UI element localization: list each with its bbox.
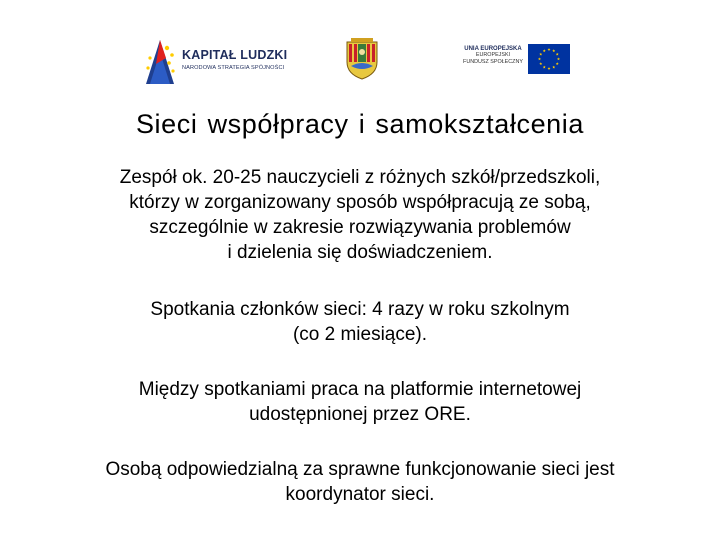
eu-line-3: FUNDUSZ SPOŁECZNY: [463, 59, 523, 65]
logo-bar: [0, 0, 720, 100]
paragraph-line: (co 2 miesiące).: [292, 324, 428, 345]
kapital-ludzki-emblem: [142, 38, 178, 84]
paragraph-group-members: [40, 165, 680, 265]
paragraph-line: i dzielenia się doświadczeniem.: [227, 242, 493, 263]
kapital-ludzki-logo: [142, 38, 292, 84]
paragraph-line: koordynator sieci.: [285, 484, 435, 505]
eu-logo: [462, 44, 572, 76]
paragraph-coordinator: [40, 457, 680, 507]
paragraph-meetings: [40, 297, 680, 347]
paragraph-line: szczególnie w zakresie rozwiązywania problemów: [149, 217, 571, 238]
paragraph-line: Zespół ok. 20-25 nauczycieli z różnych szkół/przedszkoli,: [119, 167, 601, 188]
paragraph-line: Między spotkaniami praca na platformie internetowej: [138, 379, 582, 400]
eu-line-1: UNIA EUROPEJSKA: [464, 46, 522, 52]
eu-flag-icon: [528, 44, 570, 74]
coat-of-arms-emblem: [345, 38, 379, 80]
kapital-ludzki-title: KAPITAŁ LUDZKI: [182, 48, 288, 62]
paragraph-line: którzy w zorganizowany sposób współpracują ze sobą,: [129, 192, 591, 213]
paragraph-platform: [40, 377, 680, 427]
eu-line-2: EUROPEJSKI: [475, 52, 511, 58]
slide-title: Sieci współpracy i samokształcenia: [135, 109, 585, 139]
paragraph-line: udostępnionej przez ORE.: [249, 404, 471, 425]
paragraph-line: Spotkania członków sieci: 4 razy w roku szkolnym: [150, 299, 570, 320]
paragraph-line: Osobą odpowiedzialną za sprawne funkcjonowanie sieci jest: [105, 459, 615, 480]
kapital-ludzki-subtitle: NARODOWA STRATEGIA SPÓJNOŚCI: [182, 65, 285, 71]
